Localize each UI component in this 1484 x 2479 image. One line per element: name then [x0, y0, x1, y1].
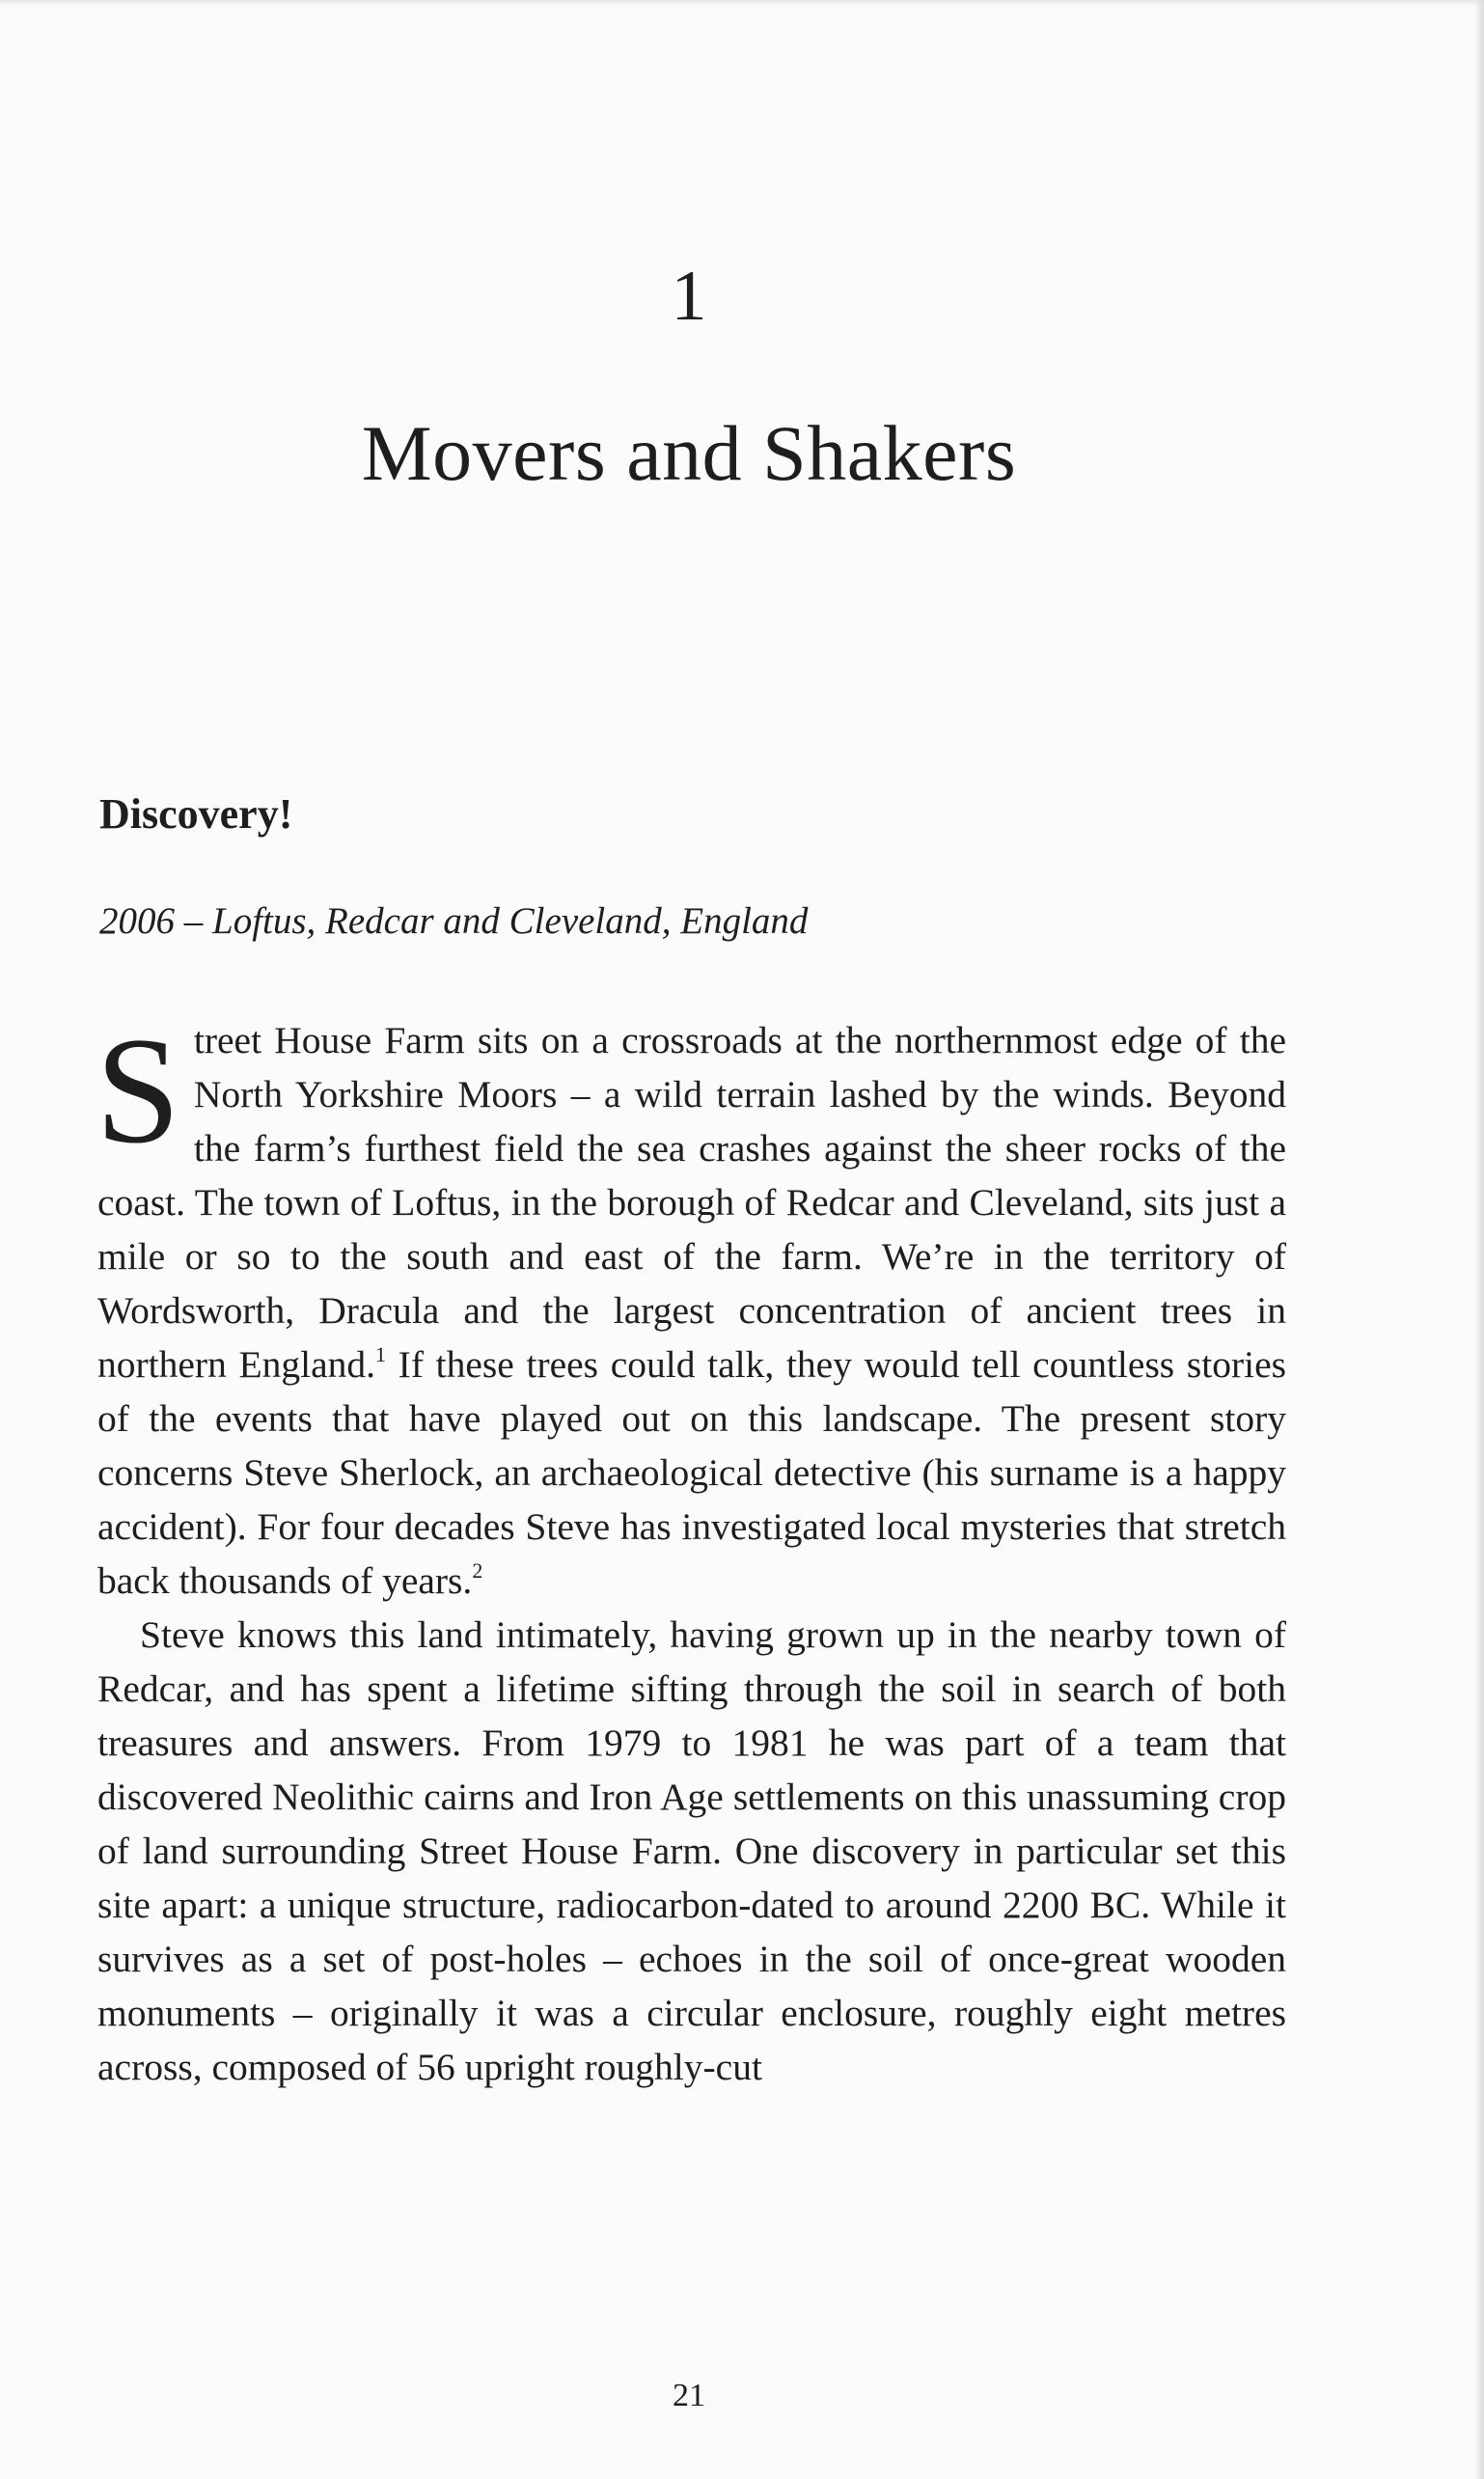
paragraph-2: Steve knows this land intimately, having grown up in the nearby town of Redcar, and has spent a lifetime sifting through the soil in search of both treasures and answers. From 1979 to 1981 he was part of a team that discovered Neolithic cairns and Iron Age settlements on this unassuming crop of land surrounding Street House Farm. One discovery in particular set this site apart: a unique structure, radiocarbon-dated to around 2200 BC. While it survives as a set of post-holes – echoes in the soil of once-great wooden monuments – originally it was a circular enclosure, roughly eight metres across, composed of 56 upright roughly-cut: [97, 1613, 1286, 2088]
footnote-ref-1[interactable]: 1: [375, 1342, 386, 1366]
footnote-ref-2[interactable]: 2: [472, 1558, 483, 1583]
body-text: [96, 1006, 1286, 2094]
page-number: 21: [673, 2378, 705, 2413]
paragraph-1-text-a: treet House Farm sits on a crossroads at the northernmost edge of the North Yorkshire Moors – a wild terrain lashed by the winds. Beyond the farm’s furthest field the sea crashes against the sheer rocks of the coast. The town of Loftus, in the borough of Redcar and Cleveland, sits just a mile or so to the south and east of the farm. We’re in the territory of Wordsworth, Dracula and the largest concentration of ancient trees in northern England.: [97, 1019, 1286, 1386]
chapter-number: 1: [671, 257, 707, 336]
section-subheading: 2006 – Loftus, Redcar and Cleveland, England: [99, 900, 809, 942]
drop-cap: S: [96, 1006, 180, 1175]
section-heading: Discovery!: [99, 790, 293, 838]
chapter-title: Movers and Shakers: [361, 409, 1017, 497]
scan-edge-top: [0, 0, 1484, 6]
paragraph-1-text-b: If these trees could talk, they would tell countless stories of the events that have played out on this landscape. The present story concerns Steve Sherlock, an archaeological detective (his surname is a happy accident). For four decades Steve has investigated local mysteries that stretch back thousands of years.: [97, 1343, 1286, 1602]
paragraph-1: [96, 1006, 1286, 1608]
scan-edge-right: [1474, 0, 1484, 2479]
